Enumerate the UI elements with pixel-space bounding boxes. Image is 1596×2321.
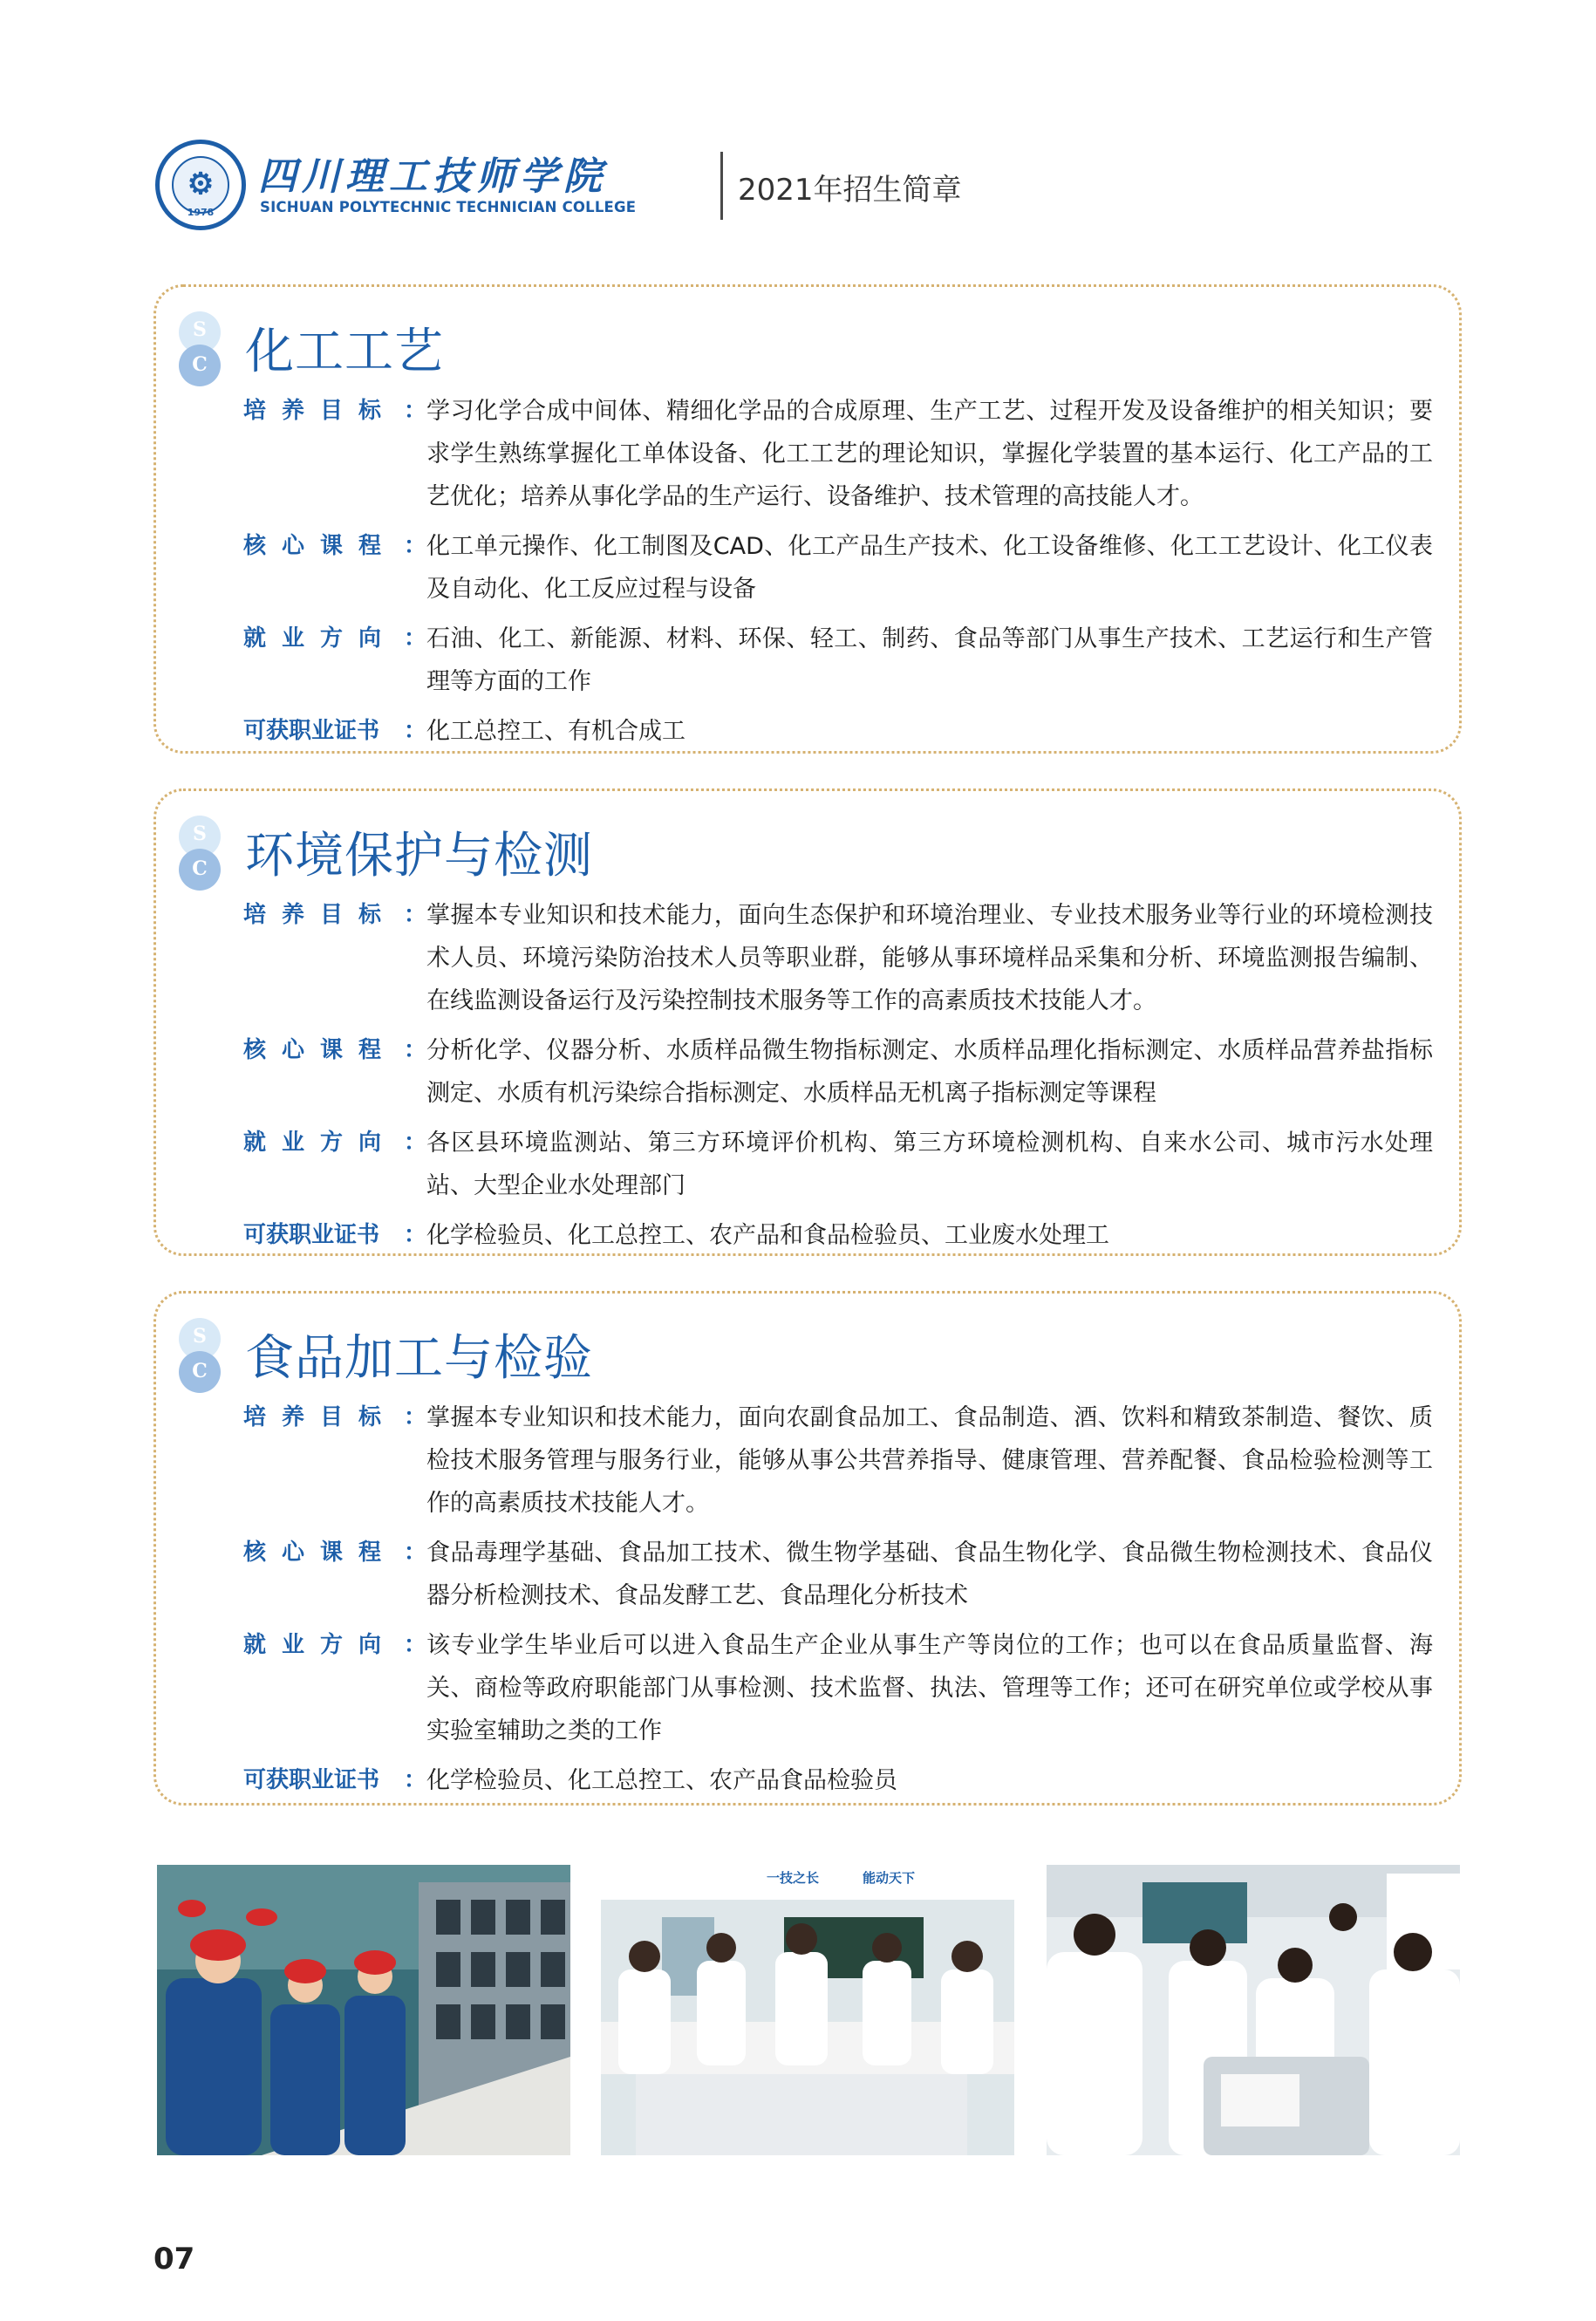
row-label: 就业方向: [243, 625, 398, 652]
major-title: 环境保护与检测: [245, 828, 593, 884]
detail-row-goal: 培养目标 ： 掌握本专业知识和技术能力，面向生态保护和环境治理业、专业技术服务业等行业的环境检测技术人员、环境污染防治技术人员等职业群，能够从事环境样品采集和分析、环境监测报告编制、在线监测设备运行及污染控制技术服务等工作的高素质技术技能人才。: [243, 894, 1433, 1022]
detail-row-certificates: 可获职业证书 ： 化学检验员、化工总控工、农产品食品检验员: [243, 1759, 1433, 1802]
row-text: 分析化学、仪器分析、水质样品微生物指标测定、水质样品理化指标测定、水质样品营养盐指标测定、水质有机污染综合指标测定、水质样品无机离子指标测定等课程: [426, 1037, 1433, 1107]
detail-row-courses: 核心课程 ： 食品毒理学基础、食品加工技术、微生物学基础、食品生物化学、食品微生物检测技术、食品仪器分析检测技术、食品发酵工艺、食品理化分析技术: [243, 1532, 1433, 1617]
detail-row-career: 就业方向 ： 各区县环境监测站、第三方环境评价机构、第三方环境检测机构、自来水公司、城市污水处理站、大型企业水处理部门: [243, 1122, 1433, 1207]
brochure-title: 2021年招生简章: [738, 173, 962, 208]
major-details: [243, 390, 1433, 760]
college-name-cn: 四川理工技师学院: [258, 154, 607, 199]
banner-text-right: 能动天下: [863, 1870, 916, 1886]
major-card-chemical-process: [153, 284, 1462, 754]
row-label: 核心课程: [243, 533, 398, 559]
food-testing-lab-photo: [1047, 1865, 1460, 2155]
header-divider: [720, 152, 723, 220]
page-number: 07: [153, 2242, 195, 2277]
banner-text-left: 一技之长: [767, 1870, 820, 1886]
detail-row-career: 就业方向 ： 石油、化工、新能源、材料、环保、轻工、制药、食品等部门从事生产技术、工艺运行和生产管理等方面的工作: [243, 618, 1433, 703]
detail-row-career: 就业方向 ： 该专业学生毕业后可以进入食品生产企业从事生产等岗位的工作；也可以在食品质量监督、海关、商检等政府职能部门从事检测、技术监督、执法、管理等工作；还可在研究单位或学校从事实验室辅助之类的工作: [243, 1624, 1433, 1752]
row-text: 学习化学合成中间体、精细化学品的合成原理、生产工艺、过程开发及设备维护的相关知识；要求学生熟练掌握化工单体设备、化工工艺的理论知识，掌握化学装置的基本运行、化工产品的工艺优化；培养从事化学品的生产运行、设备维护、技术管理的高技能人才。: [426, 398, 1433, 510]
row-label: 核心课程: [243, 1037, 398, 1063]
major-title: 食品加工与检验: [245, 1330, 593, 1387]
detail-row-courses: 核心课程 ： 化工单元操作、化工制图及CAD、化工产品生产技术、化工设备维修、化工工艺设计、化工仪表及自动化、化工反应过程与设备: [243, 525, 1433, 611]
row-label: 核心课程: [243, 1539, 398, 1566]
row-text: 该专业学生毕业后可以进入食品生产企业从事生产等岗位的工作；也可以在食品质量监督、海关、商检等政府职能部门从事检测、技术监督、执法、管理等工作；还可在研究单位或学校从事实验室辅助之类的工作: [426, 1632, 1433, 1744]
section-badge-icon: S C: [175, 1318, 231, 1396]
college-logo: [155, 140, 246, 230]
row-label: 培养目标: [243, 398, 398, 424]
row-text: 食品毒理学基础、食品加工技术、微生物学基础、食品生物化学、食品微生物检测技术、食品仪器分析检测技术、食品发酵工艺、食品理化分析技术: [426, 1539, 1433, 1609]
row-text: 掌握本专业知识和技术能力，面向农副食品加工、食品制造、酒、饮料和精致茶制造、餐饮、质检技术服务管理与服务行业，能够从事公共营养指导、健康管理、营养配餐、食品检验检测等工作的高素质技术技能人才。: [426, 1404, 1433, 1517]
logo-year: 1978: [187, 207, 215, 218]
row-text: 石油、化工、新能源、材料、环保、轻工、制药、食品等部门从事生产技术、工艺运行和生产管理等方面的工作: [426, 625, 1433, 695]
detail-row-courses: 核心课程 ： 分析化学、仪器分析、水质样品微生物指标测定、水质样品理化指标测定、水质样品营养盐指标测定、水质有机污染综合指标测定、水质样品无机离子指标测定等课程: [243, 1029, 1433, 1115]
laboratory-class-photo: [601, 1865, 1014, 2155]
logo-emblem: [172, 156, 229, 214]
row-text: 化学检验员、化工总控工、农产品和食品检验员、工业废水处理工: [426, 1222, 1110, 1249]
detail-row-goal: 培养目标 ： 学习化学合成中间体、精细化学品的合成原理、生产工艺、过程开发及设备维护的相关知识；要求学生熟练掌握化工单体设备、化工工艺的理论知识，掌握化学装置的基本运行、化工产品的工艺优化；培养从事化学品的生产运行、设备维护、技术管理的高技能人才。: [243, 390, 1433, 518]
detail-row-certificates: 可获职业证书 ： 化学检验员、化工总控工、农产品和食品检验员、工业废水处理工: [243, 1214, 1433, 1257]
major-details: [243, 1396, 1433, 1809]
row-text: 化工单元操作、化工制图及CAD、化工产品生产技术、化工设备维修、化工工艺设计、化工仪表及自动化、化工反应过程与设备: [426, 533, 1433, 603]
page-header: [155, 140, 1027, 236]
major-title: 化工工艺: [245, 324, 444, 380]
row-label: 就业方向: [243, 1632, 398, 1658]
row-text: 化学检验员、化工总控工、农产品食品检验员: [426, 1767, 898, 1794]
major-card-environmental-protection: [153, 788, 1462, 1256]
detail-row-certificates: 可获职业证书 ： 化工总控工、有机合成工: [243, 710, 1433, 753]
row-label: 就业方向: [243, 1130, 398, 1156]
row-label: 培养目标: [243, 902, 398, 928]
detail-row-goal: 培养目标 ： 掌握本专业知识和技术能力，面向农副食品加工、食品制造、酒、饮料和精致茶制造、餐饮、质检技术服务管理与服务行业，能够从事公共营养指导、健康管理、营养配餐、食品检验检测等工作的高素质技术技能人才。: [243, 1396, 1433, 1525]
row-text: 化工总控工、有机合成工: [426, 718, 686, 745]
section-badge-icon: S C: [175, 311, 231, 390]
row-label: 可获职业证书: [243, 1222, 380, 1248]
major-card-food-processing: [153, 1291, 1462, 1806]
major-details: [243, 894, 1433, 1264]
row-text: 各区县环境监测站、第三方环境评价机构、第三方环境检测机构、自来水公司、城市污水处理站、大型企业水处理部门: [426, 1130, 1433, 1199]
row-label: 培养目标: [243, 1404, 398, 1430]
logo-gear-icon: ⚙: [187, 167, 215, 201]
row-label: 可获职业证书: [243, 718, 380, 744]
section-badge-icon: S C: [175, 816, 231, 894]
factory-control-panel-photo: [157, 1865, 570, 2155]
college-name-en: SICHUAN POLYTECHNIC TECHNICIAN COLLEGE: [260, 199, 637, 215]
row-text: 掌握本专业知识和技术能力，面向生态保护和环境治理业、专业技术服务业等行业的环境检测技术人员、环境污染防治技术人员等职业群，能够从事环境样品采集和分析、环境监测报告编制、在线监测设备运行及污染控制技术服务等工作的高素质技术技能人才。: [426, 902, 1433, 1014]
row-label: 可获职业证书: [243, 1767, 380, 1793]
